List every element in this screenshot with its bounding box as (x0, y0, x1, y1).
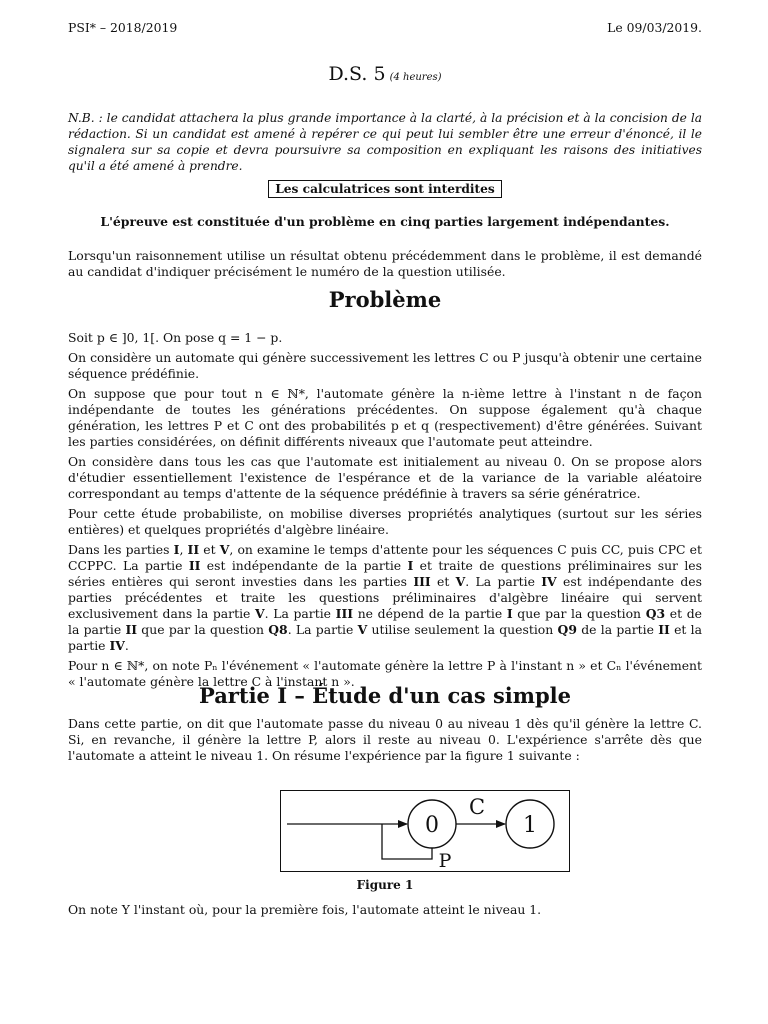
instruction-paragraph: Lorsqu'un raisonnement utilise un résultat obtenu précédemment dans le problème, il est demandé au candidat d'indiquer précisément le numéro de la question utilisée. (68, 248, 702, 279)
problem-paragraph: On considère dans tous les cas que l'automate est initialement au niveau 0. On se propose alors d'étudier essentiellement l'existence de l'espérance et de la variance de la variable aléatoire correspondant au temps d'attente de la séquence prédéfinie à travers sa série génératrice. (68, 454, 702, 501)
exam-structure-statement: L'épreuve est constituée d'un problème en cinq parties largement indépendantes. (100, 214, 670, 229)
problem-paragraph: Pour cette étude probabiliste, on mobilise diverses propriétés analytiques (surtout sur les séries entières) et quelques propriétés d'algèbre linéaire. (68, 506, 702, 537)
events-paragraph: Pour n ∈ ℕ*, on note Pₙ l'événement « l'automate génère la lettre P à l'instant n » et Cₙ l'événement « l'automate génère la lettre C à l'instant n ». (68, 658, 702, 689)
edge-p-label: P (438, 850, 452, 871)
nb-paragraph: N.B. : le candidat attachera la plus grande importance à la clarté, à la précision et à la concision de la rédaction. Si un candidat est amené à repérer ce qui peut lui sembler être une erreur d'énoncé, il le signalera sur sa copie et devra poursuivre sa composition en expliquant les raisons des initiatives qu'il a été amené à prendre. (68, 111, 702, 173)
problem-paragraph: Soit p ∈ ]0, 1[. On pose q = 1 − p. (68, 330, 283, 345)
exam-title-main: D.S. 5 (328, 63, 386, 85)
state-0-label: 0 (425, 813, 439, 838)
parts-overview-paragraph: Dans les parties I, II et V, on examine le temps d'attente pour les séquences C puis CC, puis CPC et CCPPC. La partie II est indépendante de la partie I et traite de questions préliminaires sur les séries entières qui seront investies dans les parties III et V. La partie IV est indépendante des parties précédentes et traite les questions préliminaires d'algèbre linéaire qui servent exclusivement dans la partie V. La partie III ne dépend de la partie I que par la question Q3 et de la partie II que par la question Q8. La partie V utilise seulement la question Q9 de la partie II et la partie IV. (68, 542, 703, 653)
part1-paragraph: Dans cette partie, on dit que l'automate passe du niveau 0 au niveau 1 dès qu'il génère la lettre C. Si, en revanche, il génère la lettre P, alors il reste au niveau 0. L'expérience s'arrête dès que l'automate a atteint le niveau 1. On résume l'expérience par la figure 1 suivante : (68, 716, 702, 763)
automaton-diagram (281, 791, 569, 871)
calculator-notice: Les calculatrices sont interdites (268, 180, 502, 198)
header-date: Le 09/03/2019. (607, 20, 702, 35)
exam-duration: (4 heures) (389, 72, 442, 83)
edge-c-label: C (468, 795, 486, 819)
problem-body (68, 330, 702, 694)
definition-line: On note Y l'instant où, pour la première fois, l'automate atteint le niveau 1. (68, 902, 542, 917)
state-1-label: 1 (523, 813, 537, 838)
problem-paragraph: On suppose que pour tout n ∈ ℕ*, l'automate génère la n-ième lettre à l'instant n de façon indépendante de toutes les générations précédentes. On suppose également qu'à chaque génération, les lettres P et C ont des probabilités p et q (respectivement) d'être générées. Suivant les parties considérées, on définit différents niveaux que l'automate peut atteindre. (68, 386, 702, 449)
page-header (68, 20, 702, 36)
calculator-notice-wrap (68, 180, 702, 198)
problem-paragraph: On considère un automate qui génère successivement les lettres C ou P jusqu'à obtenir une certaine séquence prédéfinie. (68, 350, 702, 381)
exam-title (68, 63, 702, 86)
figure-caption: Figure 1 (356, 878, 414, 892)
part1-heading: Partie I – Étude d'un cas simple (198, 683, 572, 708)
figure-automaton (280, 790, 570, 872)
problem-heading: Problème (328, 287, 442, 312)
header-course: PSI* – 2018/2019 (68, 20, 178, 35)
